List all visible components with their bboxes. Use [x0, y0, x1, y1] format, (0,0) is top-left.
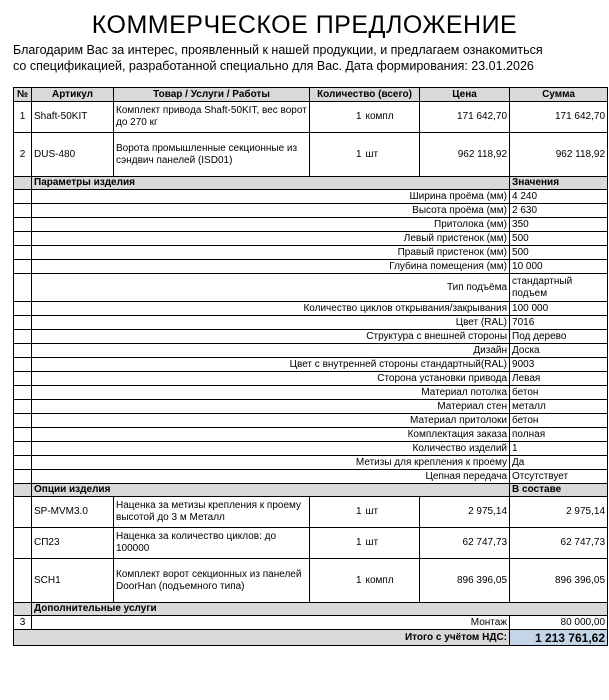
- param-label: Комплектация заказа: [32, 428, 510, 442]
- param-value: Доска: [510, 344, 608, 358]
- param-value: 9003: [510, 358, 608, 372]
- services-header-label: Дополнительные услуги: [32, 603, 608, 616]
- item-unit: компл: [364, 102, 420, 133]
- option-sum: 62 747,73: [510, 528, 608, 559]
- header-article: Артикул: [32, 88, 114, 102]
- param-label: Материал стен: [32, 400, 510, 414]
- intro-line-2: со спецификацией, разработанной специально для Вас. Дата формирования: 23.01.2026: [13, 59, 534, 73]
- option-price: 62 747,73: [420, 528, 510, 559]
- param-value: 500: [510, 232, 608, 246]
- param-label: Правый пристенок (мм): [32, 246, 510, 260]
- total-row: [14, 630, 608, 646]
- option-name: Наценка за количество циклов: до 100000: [114, 528, 310, 559]
- service-num: 3: [14, 616, 32, 630]
- param-value: 500: [510, 246, 608, 260]
- param-value: стандартный подъем: [510, 274, 608, 302]
- item-num: 1: [14, 102, 32, 133]
- intro-text: [13, 42, 601, 84]
- header-price: Цена: [420, 88, 510, 102]
- service-sum: 80 000,00: [510, 616, 608, 630]
- item-price: 171 642,70: [420, 102, 510, 133]
- param-value: 4 240: [510, 190, 608, 204]
- param-label: Количество изделий: [32, 442, 510, 456]
- option-price: 896 396,05: [420, 559, 510, 603]
- table-row: [14, 133, 608, 177]
- param-label: Высота проёма (мм): [32, 204, 510, 218]
- item-qty: 1: [310, 102, 364, 133]
- param-value: 2 630: [510, 204, 608, 218]
- item-num: 2: [14, 133, 32, 177]
- header-num: №: [14, 88, 32, 102]
- param-value: Левая: [510, 372, 608, 386]
- option-unit: шт: [364, 528, 420, 559]
- param-label: Ширина проёма (мм): [32, 190, 510, 204]
- table-row: [14, 497, 608, 528]
- option-article: SCH1: [32, 559, 114, 603]
- param-value: 350: [510, 218, 608, 232]
- total-value: 1 213 761,62: [510, 630, 608, 646]
- specification-table: [13, 87, 608, 646]
- table-row: [14, 616, 608, 630]
- options-header-value: В составе: [510, 484, 608, 497]
- param-label: Сторона установки привода: [32, 372, 510, 386]
- item-name: Комплект привода Shaft-50KIT, вес ворот до 270 кг: [114, 102, 310, 133]
- param-value: бетон: [510, 414, 608, 428]
- option-unit: шт: [364, 497, 420, 528]
- param-label: Структура с внешней стороны: [32, 330, 510, 344]
- header-sum: Сумма: [510, 88, 608, 102]
- param-label: Глубина помещения (мм): [32, 260, 510, 274]
- option-sum: 2 975,14: [510, 497, 608, 528]
- params-header-label: Параметры изделия: [32, 177, 510, 190]
- param-value: металл: [510, 400, 608, 414]
- option-price: 2 975,14: [420, 497, 510, 528]
- table-row: [14, 528, 608, 559]
- item-price: 962 118,92: [420, 133, 510, 177]
- param-value: бетон: [510, 386, 608, 400]
- options-header-row: [14, 484, 608, 497]
- param-label: Тип подъёма: [32, 274, 510, 302]
- intro-line-1: Благодарим Вас за интерес, проявленный к нашей продукции, и предлагаем ознакомиться: [13, 43, 543, 57]
- item-article: DUS-480: [32, 133, 114, 177]
- param-label: Цвет (RAL): [32, 316, 510, 330]
- option-article: SP-MVM3.0: [32, 497, 114, 528]
- item-qty: 1: [310, 133, 364, 177]
- service-name: Монтаж: [32, 616, 510, 630]
- options-header-label: Опции изделия: [32, 484, 510, 497]
- table-header-row: [14, 88, 608, 102]
- page-title: КОММЕРЧЕСКОЕ ПРЕДЛОЖЕНИЕ: [91, 11, 518, 39]
- option-qty: 1: [310, 528, 364, 559]
- param-label: Количество циклов открывания/закрывания: [32, 302, 510, 316]
- param-label: Цвет с внутренней стороны стандартный(RAL): [32, 358, 510, 372]
- option-name: Наценка за метизы крепления к проему высотой до 3 м Металл: [114, 497, 310, 528]
- item-sum: 171 642,70: [510, 102, 608, 133]
- table-row: [14, 559, 608, 603]
- total-label: Итого с учётом НДС:: [14, 630, 510, 646]
- param-label: Цепная передача: [32, 470, 510, 484]
- param-value: 1: [510, 442, 608, 456]
- item-sum: 962 118,92: [510, 133, 608, 177]
- option-unit: компл: [364, 559, 420, 603]
- option-sum: 896 396,05: [510, 559, 608, 603]
- option-article: СП23: [32, 528, 114, 559]
- param-value: 7016: [510, 316, 608, 330]
- param-label: Метизы для крепления к проему: [32, 456, 510, 470]
- option-qty: 1: [310, 559, 364, 603]
- param-label: Материал притолоки: [32, 414, 510, 428]
- item-unit: шт: [364, 133, 420, 177]
- param-label: Притолока (мм): [32, 218, 510, 232]
- param-label: Левый пристенок (мм): [32, 232, 510, 246]
- param-value: Отсутствует: [510, 470, 608, 484]
- params-header-value: Значения: [510, 177, 608, 190]
- services-header-row: [14, 603, 608, 616]
- header-qty: Количество (всего): [310, 88, 420, 102]
- item-article: Shaft-50KIT: [32, 102, 114, 133]
- option-name: Комплект ворот секционных из панелей DoorHan (подъемного типа): [114, 559, 310, 603]
- params-header-row: [14, 177, 608, 190]
- param-value: 100 000: [510, 302, 608, 316]
- param-value: Под дерево: [510, 330, 608, 344]
- item-name: Ворота промышленные секционные из сэндвич панелей (ISD01): [114, 133, 310, 177]
- option-qty: 1: [310, 497, 364, 528]
- param-label: Материал потолка: [32, 386, 510, 400]
- param-value: 10 000: [510, 260, 608, 274]
- param-value: полная: [510, 428, 608, 442]
- param-value: Да: [510, 456, 608, 470]
- header-product: Товар / Услуги / Работы: [114, 88, 310, 102]
- param-label: Дизайн: [32, 344, 510, 358]
- table-row: [14, 102, 608, 133]
